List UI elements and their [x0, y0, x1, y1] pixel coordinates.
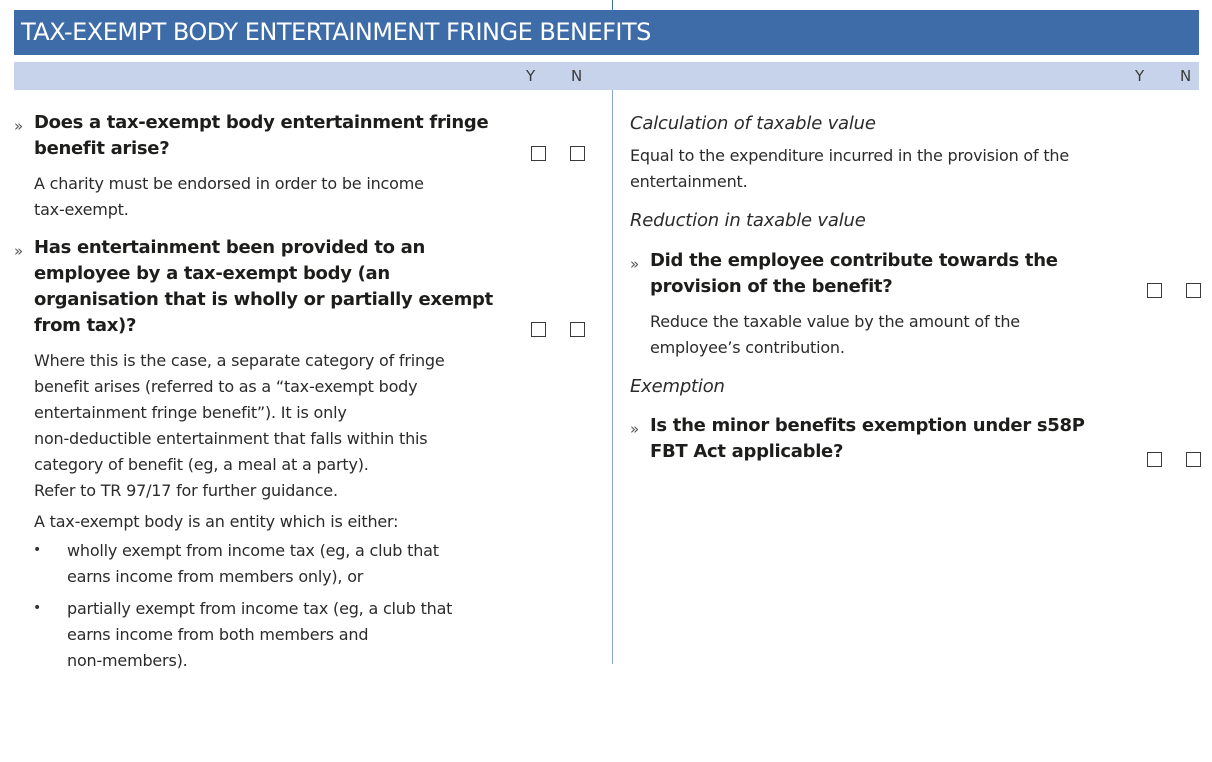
q3-no-checkbox[interactable] [1186, 283, 1201, 298]
q2-explanation-line5: category of benefit (eg, a meal at a party). [34, 455, 369, 474]
left-yes-label: Y [526, 67, 536, 85]
chevron-icon: » [630, 255, 640, 273]
question-entertainment-provided-line3: organisation that is wholly or partially exempt [34, 289, 493, 310]
q2-explanation-line6: Refer to TR 97/17 for further guidance. [34, 481, 338, 500]
heading-reduction-in-taxable-value: Reduction in taxable value [630, 210, 866, 231]
q1-yes-checkbox[interactable] [531, 146, 546, 161]
column-divider-top-tick [612, 0, 613, 10]
chevron-icon: » [14, 117, 24, 135]
section-title: TAX-EXEMPT BODY ENTERTAINMENT FRINGE BENEFITS [21, 18, 651, 46]
q3-yes-checkbox[interactable] [1147, 283, 1162, 298]
question-employee-contribution-line2: provision of the benefit? [650, 276, 893, 297]
q2-explanation-line1: Where this is the case, a separate category of fringe [34, 351, 445, 370]
q2-no-checkbox[interactable] [570, 322, 585, 337]
heading-calculation-of-taxable-value: Calculation of taxable value [630, 113, 876, 134]
bullet-icon: • [33, 600, 42, 616]
q2-yes-checkbox[interactable] [531, 322, 546, 337]
chevron-icon: » [14, 242, 24, 260]
section-title-bar [14, 10, 1199, 55]
q1-no-checkbox[interactable] [570, 146, 585, 161]
question-tax-exempt-arises-line2: benefit arise? [34, 138, 170, 159]
bullet-icon: • [33, 542, 42, 558]
q1-note-line2: tax-exempt. [34, 200, 129, 219]
q2-explanation-line2: benefit arises (referred to as a “tax-exempt body [34, 377, 418, 396]
q2-explanation-line4: non-deductible entertainment that falls within this [34, 429, 428, 448]
bullet-partially-exempt-line1: partially exempt from income tax (eg, a club that [67, 599, 453, 618]
bullet-wholly-exempt-line1: wholly exempt from income tax (eg, a club that [67, 541, 439, 560]
chevron-icon: » [630, 420, 640, 438]
q4-yes-checkbox[interactable] [1147, 452, 1162, 467]
question-employee-contribution-line1: Did the employee contribute towards the [650, 250, 1058, 271]
bullet-partially-exempt-line3: non-members). [67, 651, 188, 670]
question-tax-exempt-arises-line1: Does a tax-exempt body entertainment fringe [34, 112, 489, 133]
question-minor-benefits-line2: FBT Act applicable? [650, 441, 844, 462]
column-divider [612, 90, 613, 664]
question-entertainment-provided-line4: from tax)? [34, 315, 137, 336]
contribution-note-line2: employee’s contribution. [650, 338, 845, 357]
contribution-note-line1: Reduce the taxable value by the amount of the [650, 312, 1020, 331]
calculation-body-line2: entertainment. [630, 172, 748, 191]
right-yes-label: Y [1135, 67, 1145, 85]
question-minor-benefits-line1: Is the minor benefits exemption under s58P [650, 415, 1085, 436]
right-no-label: N [1180, 67, 1192, 85]
heading-exemption: Exemption [630, 376, 725, 397]
q1-note-line1: A charity must be endorsed in order to be income [34, 174, 424, 193]
q2-explanation-line3: entertainment fringe benefit”). It is only [34, 403, 347, 422]
q4-no-checkbox[interactable] [1186, 452, 1201, 467]
question-entertainment-provided-line1: Has entertainment been provided to an [34, 237, 426, 258]
yes-no-header-bar [14, 62, 1199, 90]
q2-definition-intro: A tax-exempt body is an entity which is either: [34, 512, 399, 531]
bullet-wholly-exempt-line2: earns income from members only), or [67, 567, 364, 586]
question-entertainment-provided-line2: employee by a tax-exempt body (an [34, 263, 390, 284]
left-no-label: N [571, 67, 583, 85]
bullet-partially-exempt-line2: earns income from both members and [67, 625, 369, 644]
calculation-body-line1: Equal to the expenditure incurred in the provision of the [630, 146, 1069, 165]
